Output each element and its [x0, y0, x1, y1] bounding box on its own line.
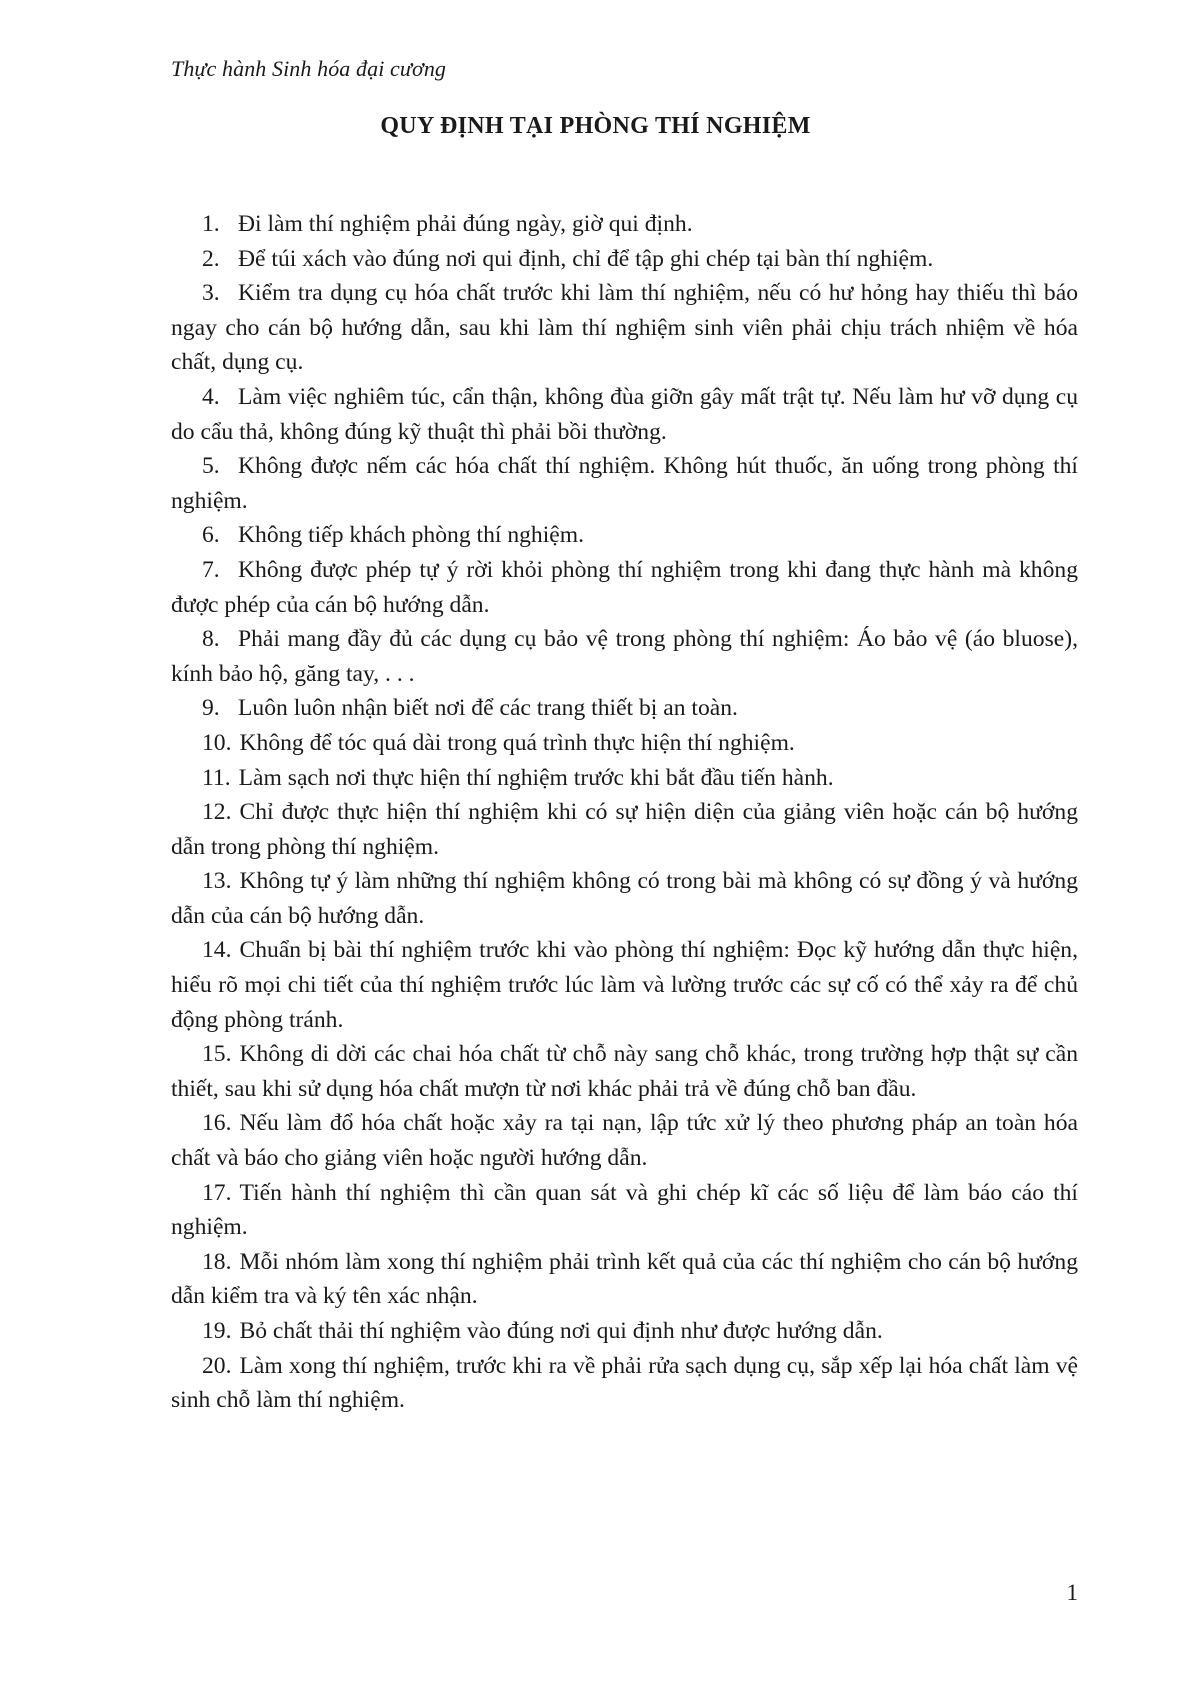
- rule-number: 17.: [202, 1179, 232, 1206]
- rule-text: Làm xong thí nghiệm, trước khi ra về phải rửa sạch dụng cụ, sắp xếp lại hóa chất làm vệ sinh chỗ làm thí nghiệm.: [171, 1352, 1078, 1414]
- rule-item: [171, 1349, 1078, 1418]
- rule-item: [171, 276, 1078, 380]
- rule-text: Làm việc nghiêm túc, cẩn thận, không đùa giỡn gây mất trật tự. Nếu làm hư vỡ dụng cụ do cẩu thả, không đúng kỹ thuật thì phải bồi thường.: [171, 383, 1078, 445]
- rule-item: [171, 864, 1078, 933]
- rule-number: 14.: [202, 937, 232, 964]
- rule-number: 20.: [202, 1352, 232, 1379]
- rule-number: 15.: [202, 1041, 232, 1068]
- rule-item: [171, 449, 1078, 518]
- rule-number: 16.: [202, 1110, 232, 1137]
- rule-number: 1.: [202, 211, 220, 237]
- rule-number: 7.: [202, 556, 220, 583]
- rule-text: Chỉ được thực hiện thí nghiệm khi có sự hiện diện của giảng viên hoặc cán bộ hướng dẫn trong phòng thí nghiệm.: [171, 799, 1078, 860]
- rule-text: Mỗi nhóm làm xong thí nghiệm phải trình kết quả của các thí nghiệm cho cán bộ hướng dẫn kiểm tra và ký tên xác nhận.: [171, 1248, 1078, 1310]
- rules-list: [171, 207, 1078, 1418]
- rule-item: [171, 1314, 1078, 1349]
- rule-item: [171, 622, 1078, 691]
- rule-number: 19.: [202, 1318, 232, 1344]
- rule-text: Đi làm thí nghiệm phải đúng ngày, giờ qui định.: [238, 211, 693, 237]
- rule-item: [171, 1245, 1078, 1314]
- rule-item: [171, 553, 1078, 622]
- rule-number: 10.: [202, 729, 232, 756]
- rule-item: [171, 933, 1078, 1037]
- page-title: QUY ĐỊNH TẠI PHÒNG THÍ NGHIỆM: [380, 113, 811, 139]
- rule-item: [171, 518, 1078, 553]
- rule-number: 8.: [202, 626, 220, 653]
- rule-text: Làm sạch nơi thực hiện thí nghiệm trước khi bắt đầu tiến hành.: [238, 764, 834, 791]
- rule-item: [171, 380, 1078, 449]
- rule-text: Kiểm tra dụng cụ hóa chất trước khi làm thí nghiệm, nếu có hư hỏng hay thiếu thì báo ngay cho cán bộ hướng dẫn, sau khi làm thí nghiệm sinh viên phải chịu trách nhiệm về hóa chất, dụng cụ.: [171, 280, 1078, 376]
- rule-number: 13.: [202, 868, 232, 895]
- rule-number: 6.: [202, 522, 220, 549]
- page-number: 1: [1066, 1580, 1078, 1605]
- rule-text: Tiến hành thí nghiệm thì cần quan sát và ghi chép kĩ các số liệu để làm báo cáo thí nghiệm.: [171, 1179, 1078, 1241]
- rule-item: [171, 1037, 1078, 1106]
- rule-text: Không được phép tự ý rời khỏi phòng thí nghiệm trong khi đang thực hành mà không được phép của cán bộ hướng dẫn.: [171, 556, 1078, 618]
- rule-number: 12.: [202, 799, 232, 826]
- rule-text: Chuẩn bị bài thí nghiệm trước khi vào phòng thí nghiệm: Đọc kỹ hướng dẫn thực hiện, hiểu rõ mọi chi tiết của thí nghiệm trước lúc làm và lường trước các sự cố có thể xảy ra để chủ động phòng tránh.: [171, 937, 1078, 1033]
- rule-number: 5.: [202, 453, 220, 480]
- rule-number: 11.: [202, 764, 231, 791]
- rule-text: Phải mang đầy đủ các dụng cụ bảo vệ trong phòng thí nghiệm: Áo bảo vệ (áo bluose), kính bảo hộ, găng tay, . . .: [171, 626, 1078, 687]
- rule-text: Bỏ chất thải thí nghiệm vào đúng nơi qui định như được hướng dẫn.: [239, 1318, 883, 1344]
- rule-item: [171, 242, 1078, 277]
- rule-item: [171, 1176, 1078, 1245]
- rule-number: 3.: [202, 280, 220, 307]
- rule-number: 18.: [202, 1248, 232, 1275]
- rule-item: [171, 691, 1078, 726]
- rule-text: Không được nếm các hóa chất thí nghiệm. Không hút thuốc, ăn uống trong phòng thí nghiệm.: [171, 453, 1078, 514]
- rule-text: Không để tóc quá dài trong quá trình thực hiện thí nghiệm.: [239, 729, 795, 756]
- rule-item: [171, 761, 1078, 796]
- rule-item: [171, 795, 1078, 864]
- rule-number: 4.: [202, 383, 220, 410]
- rule-item: [171, 207, 1078, 242]
- running-header: Thực hành Sinh hóa đại cương: [171, 56, 447, 81]
- rule-text: Không tự ý làm những thí nghiệm không có trong bài mà không có sự đồng ý và hướng dẫn của cán bộ hướng dẫn.: [171, 868, 1078, 929]
- rule-text: Không tiếp khách phòng thí nghiệm.: [238, 522, 584, 549]
- rule-item: [171, 726, 1078, 761]
- rule-number: 9.: [202, 695, 220, 722]
- rule-text: Nếu làm đổ hóa chất hoặc xảy ra tại nạn, lập tức xử lý theo phương pháp an toàn hóa chất và báo cho giảng viên hoặc người hướng dẫn.: [171, 1110, 1078, 1172]
- rule-text: Không di dời các chai hóa chất từ chỗ này sang chỗ khác, trong trường hợp thật sự cần thiết, sau khi sử dụng hóa chất mượn từ nơi khác phải trả về đúng chỗ ban đầu.: [171, 1041, 1078, 1102]
- rule-item: [171, 1106, 1078, 1175]
- rule-text: Luôn luôn nhận biết nơi để các trang thiết bị an toàn.: [238, 695, 738, 722]
- rule-number: 2.: [202, 245, 220, 272]
- rule-text: Để túi xách vào đúng nơi qui định, chỉ để tập ghi chép tại bàn thí nghiệm.: [238, 245, 934, 272]
